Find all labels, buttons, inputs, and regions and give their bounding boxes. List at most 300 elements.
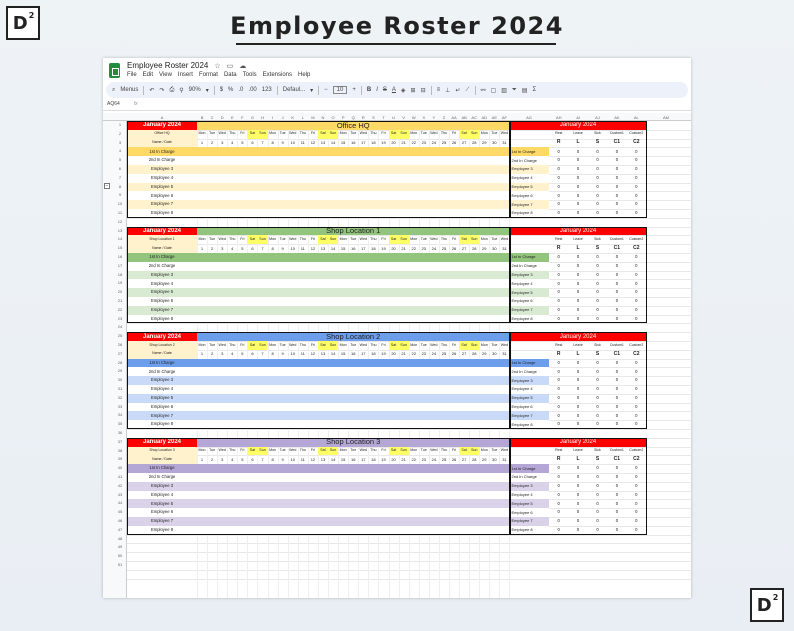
summary-count[interactable]: 0 (557, 166, 560, 172)
summary-count[interactable]: 0 (596, 289, 599, 295)
summary-count[interactable]: 0 (635, 518, 638, 524)
day-number-cell[interactable]: 3 (221, 351, 224, 357)
row-header[interactable]: 15 (117, 245, 123, 251)
merge-icon[interactable]: ⊟ (420, 87, 426, 94)
summary-count[interactable]: 0 (635, 175, 638, 181)
weekday-cell[interactable]: Tue (209, 342, 216, 347)
row-header[interactable]: 31 (117, 386, 123, 391)
summary-count[interactable]: 0 (615, 307, 619, 313)
row-header[interactable]: 5 (118, 157, 122, 163)
row-header[interactable]: 48 (117, 535, 123, 541)
day-number-cell[interactable]: 6 (251, 139, 254, 145)
paint-format-icon[interactable]: ⚲ (179, 87, 184, 94)
summary-count[interactable]: 0 (596, 298, 599, 304)
summary-staff-name[interactable]: Employee 3 (510, 271, 549, 280)
weekday-cell[interactable]: Sun (257, 341, 267, 350)
row-header[interactable]: 11 (117, 210, 123, 215)
staff-name[interactable]: Employee 3 (127, 376, 197, 385)
star-icon[interactable]: ☆ (214, 62, 221, 70)
column-header[interactable]: M (311, 115, 315, 120)
day-number-cell[interactable]: 4 (231, 351, 234, 357)
redo-icon[interactable]: ↷ (159, 87, 165, 94)
weekday-cell[interactable]: Thu (370, 131, 377, 136)
weekday-cell[interactable]: Tue (209, 131, 216, 136)
summary-count[interactable]: 0 (635, 421, 638, 427)
day-number-cell[interactable]: 21 (401, 351, 406, 357)
staff-name[interactable]: Employee 8 (127, 420, 197, 429)
day-number-cell[interactable]: 25 (441, 139, 447, 145)
staff-name[interactable]: 2nd In Charge (127, 367, 197, 376)
day-number-cell[interactable]: 26 (451, 456, 457, 462)
summary-month-header[interactable]: January 2024 (510, 227, 647, 236)
staff-name[interactable]: Employee 7 (127, 411, 197, 420)
row-header[interactable]: 41 (117, 474, 123, 479)
summary-count[interactable]: 0 (615, 280, 619, 286)
summary-count[interactable]: 0 (557, 289, 560, 295)
summary-code[interactable]: S (595, 245, 600, 252)
row-header[interactable]: 16 (117, 254, 123, 259)
column-header[interactable]: AK (614, 115, 620, 120)
weekday-cell[interactable]: Tue (350, 131, 357, 136)
weekday-cell[interactable]: Fri (451, 342, 457, 347)
summary-count[interactable]: 0 (557, 210, 560, 216)
staff-name[interactable]: Employee 4 (127, 174, 197, 183)
italic-icon[interactable]: I (376, 87, 378, 93)
fill-color-icon[interactable]: ◈ (400, 87, 406, 94)
day-number-cell[interactable]: 24 (431, 351, 437, 357)
summary-staff-name[interactable]: 2nd In Charge (510, 156, 549, 165)
staff-name[interactable]: Employee 3 (127, 271, 197, 280)
row-header[interactable]: 39 (117, 456, 123, 462)
weekday-cell[interactable]: Wed (359, 236, 367, 241)
summary-code[interactable]: C2 (633, 350, 640, 357)
column-header[interactable]: AD (481, 115, 488, 120)
weekday-cell[interactable]: Tue (350, 342, 357, 347)
row-header[interactable]: 43 (117, 491, 123, 497)
summary-count[interactable]: 0 (615, 491, 619, 497)
summary-count[interactable]: 0 (635, 210, 638, 216)
weekday-cell[interactable]: Tue (279, 448, 286, 453)
day-number-cell[interactable]: 15 (340, 351, 346, 357)
row-header[interactable]: 14 (117, 236, 123, 242)
summary-count[interactable]: 0 (615, 166, 619, 172)
weekday-cell[interactable]: Fri (381, 342, 386, 347)
weekday-cell[interactable]: Mon (339, 131, 347, 136)
summary-code[interactable]: R (556, 456, 561, 463)
column-header[interactable]: L (301, 115, 304, 120)
row-header[interactable]: 26 (117, 342, 123, 347)
weekday-cell[interactable]: Mon (339, 236, 347, 241)
summary-header[interactable]: Custom2 (629, 448, 644, 453)
staff-name[interactable]: 1st In Charge (127, 147, 197, 156)
day-number-cell[interactable]: 26 (451, 245, 457, 251)
summary-count[interactable]: 0 (635, 307, 638, 313)
summary-count[interactable]: 0 (557, 175, 560, 181)
row-header[interactable]: 50 (117, 553, 123, 559)
summary-header[interactable]: Sick (594, 237, 601, 242)
day-number-cell[interactable]: 27 (461, 245, 467, 251)
day-number-cell[interactable]: 9 (281, 139, 284, 145)
weekday-cell[interactable]: Tue (209, 236, 216, 241)
weekday-cell[interactable]: Tue (491, 131, 498, 136)
summary-staff-name[interactable]: Employee 6 (510, 297, 549, 306)
day-number-cell[interactable]: 31 (502, 245, 507, 251)
weekday-cell[interactable]: Sun (328, 130, 338, 139)
summary-staff-name[interactable]: Employee 6 (510, 508, 549, 517)
weekday-cell[interactable]: Wed (500, 448, 509, 453)
day-number-cell[interactable]: 29 (482, 139, 487, 145)
summary-count[interactable]: 0 (596, 465, 599, 471)
weekday-cell[interactable]: Fri (240, 342, 245, 347)
weekday-cell[interactable]: Wed (430, 448, 438, 453)
summary-month-header[interactable]: January 2024 (510, 332, 647, 341)
day-number-cell[interactable]: 17 (361, 245, 366, 251)
summary-count[interactable]: 0 (615, 148, 619, 154)
day-number-cell[interactable]: 2 (211, 139, 214, 145)
staff-name[interactable]: Employee 4 (127, 491, 197, 500)
day-number-cell[interactable]: 29 (482, 456, 487, 462)
summary-code[interactable]: S (595, 139, 600, 146)
staff-name[interactable]: Employee 6 (127, 297, 197, 306)
weekday-cell[interactable]: Mon (480, 236, 488, 241)
folder-icon[interactable]: ▭ (226, 62, 234, 70)
weekday-cell[interactable]: Thu (440, 448, 448, 453)
day-number-cell[interactable]: 21 (401, 456, 406, 462)
summary-count[interactable]: 0 (635, 491, 638, 497)
day-number-cell[interactable]: 7 (261, 245, 264, 251)
weekday-cell[interactable]: Sat (318, 235, 328, 244)
summary-count[interactable]: 0 (557, 412, 560, 418)
summary-staff-name[interactable]: 1st In Charge (510, 464, 549, 473)
row-header[interactable]: 27 (117, 350, 123, 356)
day-number-cell[interactable]: 20 (391, 245, 396, 251)
weekday-cell[interactable]: Fri (451, 448, 457, 453)
staff-name[interactable]: Employee 5 (127, 183, 197, 192)
summary-count[interactable]: 0 (576, 368, 580, 374)
summary-count[interactable]: 0 (596, 483, 599, 489)
day-number-cell[interactable]: 23 (421, 351, 427, 357)
day-number-cell[interactable]: 28 (471, 456, 477, 462)
cloud-icon[interactable]: ☁ (239, 62, 247, 70)
summary-staff-name[interactable]: Employee 7 (510, 517, 549, 526)
summary-count[interactable]: 0 (596, 500, 599, 506)
summary-code[interactable]: S (595, 350, 600, 357)
font-size-input[interactable]: 10 (333, 86, 348, 94)
summary-count[interactable]: 0 (596, 395, 599, 401)
day-number-cell[interactable]: 17 (361, 456, 366, 462)
day-number-cell[interactable]: 18 (371, 456, 376, 462)
row-header[interactable]: 2 (118, 130, 122, 136)
row-header[interactable]: 38 (117, 447, 123, 453)
weekday-cell[interactable]: Sat (318, 447, 328, 456)
summary-count[interactable]: 0 (576, 377, 580, 383)
font-size-increase-icon[interactable]: + (352, 87, 356, 93)
summary-count[interactable]: 0 (557, 271, 560, 277)
summary-header[interactable]: Custom1 (609, 131, 624, 136)
staff-name[interactable]: Employee 6 (127, 403, 197, 412)
summary-code[interactable]: R (556, 139, 561, 146)
summary-count[interactable]: 0 (615, 395, 619, 401)
column-header[interactable]: Z (442, 115, 446, 120)
weekday-cell[interactable]: Fri (310, 236, 316, 241)
day-number-cell[interactable]: 29 (482, 351, 487, 357)
day-number-cell[interactable]: 7 (261, 456, 264, 462)
sheet-cells[interactable] (103, 113, 691, 598)
borders-icon[interactable]: ⊞ (410, 87, 416, 94)
day-number-cell[interactable]: 4 (231, 456, 234, 462)
summary-code[interactable]: L (576, 456, 580, 463)
weekday-cell[interactable]: Sat (247, 447, 257, 456)
summary-staff-name[interactable]: Employee 8 (510, 209, 549, 218)
summary-count[interactable]: 0 (615, 254, 619, 260)
weekday-cell[interactable]: Sat (389, 235, 399, 244)
location-label[interactable]: Office HQ (127, 130, 197, 139)
day-number-cell[interactable]: 28 (471, 245, 477, 251)
weekday-cell[interactable]: Wed (430, 236, 438, 241)
weekday-cell[interactable]: Wed (500, 342, 509, 347)
summary-count[interactable]: 0 (635, 315, 638, 321)
summary-staff-name[interactable]: Employee 5 (510, 394, 549, 403)
weekday-cell[interactable]: Tue (350, 448, 357, 453)
summary-count[interactable]: 0 (596, 509, 599, 515)
day-number-cell[interactable]: 2 (211, 245, 214, 251)
summary-count[interactable]: 0 (615, 298, 619, 304)
summary-count[interactable]: 0 (557, 201, 560, 207)
day-number-cell[interactable]: 9 (281, 351, 284, 357)
row-header[interactable]: 44 (117, 500, 123, 506)
summary-count[interactable]: 0 (615, 474, 619, 480)
summary-count[interactable]: 0 (557, 509, 560, 515)
weekday-cell[interactable]: Sun (257, 447, 267, 456)
day-number-cell[interactable]: 21 (401, 245, 406, 251)
row-header[interactable]: 6 (118, 166, 122, 171)
summary-header[interactable]: Rest (555, 342, 563, 347)
weekday-cell[interactable]: Sat (389, 130, 399, 139)
summary-count[interactable]: 0 (576, 403, 580, 409)
row-header[interactable]: 21 (117, 298, 123, 303)
weekday-cell[interactable]: Wed (289, 342, 297, 347)
summary-count[interactable]: 0 (557, 395, 560, 401)
summary-count[interactable]: 0 (615, 157, 619, 163)
day-number-cell[interactable]: 2 (211, 351, 214, 357)
day-number-cell[interactable]: 12 (310, 456, 316, 462)
weekday-cell[interactable]: Mon (480, 342, 488, 347)
weekday-cell[interactable]: Fri (240, 236, 245, 241)
day-number-cell[interactable]: 13 (320, 456, 326, 462)
weekday-cell[interactable]: Sun (257, 235, 267, 244)
summary-count[interactable]: 0 (596, 201, 599, 207)
summary-count[interactable]: 0 (635, 386, 638, 392)
day-number-cell[interactable]: 13 (320, 245, 326, 251)
row-header[interactable]: 22 (117, 306, 123, 312)
day-number-cell[interactable]: 18 (371, 139, 376, 145)
day-number-cell[interactable]: 11 (300, 456, 305, 462)
row-header[interactable]: 45 (117, 509, 123, 515)
day-number-cell[interactable]: 18 (371, 245, 376, 251)
day-number-cell[interactable]: 30 (492, 139, 497, 145)
column-header[interactable]: AL (633, 115, 639, 120)
day-number-cell[interactable]: 20 (391, 139, 396, 145)
summary-count[interactable]: 0 (576, 280, 580, 286)
document-title[interactable]: Employee Roster 2024 (127, 61, 209, 70)
summary-count[interactable]: 0 (635, 403, 638, 409)
summary-count[interactable]: 0 (576, 474, 580, 480)
day-number-cell[interactable]: 27 (461, 139, 467, 145)
staff-name[interactable]: Employee 6 (127, 508, 197, 517)
summary-count[interactable]: 0 (596, 518, 599, 524)
row-header[interactable]: 17 (117, 262, 123, 268)
summary-header[interactable]: Leave (573, 131, 583, 136)
day-number-cell[interactable]: 23 (421, 139, 427, 145)
summary-code[interactable]: L (576, 245, 580, 252)
row-header[interactable]: 37 (117, 438, 123, 444)
staff-name[interactable]: Employee 4 (127, 385, 197, 394)
weekday-cell[interactable]: Tue (420, 131, 427, 136)
day-number-cell[interactable]: 8 (271, 139, 274, 145)
column-header[interactable]: AH (555, 115, 562, 120)
day-number-cell[interactable]: 2 (211, 456, 214, 462)
summary-count[interactable]: 0 (596, 386, 599, 392)
day-number-cell[interactable]: 15 (340, 245, 346, 251)
summary-count[interactable]: 0 (596, 412, 599, 418)
weekday-cell[interactable]: Fri (381, 131, 386, 136)
weekday-cell[interactable]: Fri (381, 448, 386, 453)
summary-count[interactable]: 0 (615, 192, 619, 198)
summary-code[interactable]: C1 (613, 245, 621, 252)
row-header[interactable]: 36 (117, 430, 123, 435)
summary-count[interactable]: 0 (557, 192, 560, 198)
wrap-icon[interactable]: ↵ (455, 87, 461, 94)
summary-header[interactable]: Custom2 (629, 237, 644, 242)
summary-count[interactable]: 0 (635, 192, 638, 198)
summary-count[interactable]: 0 (596, 421, 599, 427)
day-number-cell[interactable]: 1 (200, 351, 204, 357)
menu-extensions[interactable]: Extensions (262, 72, 293, 78)
staff-name[interactable]: Employee 3 (127, 482, 197, 491)
summary-count[interactable]: 0 (635, 368, 638, 374)
print-icon[interactable]: ⎙ (169, 86, 175, 93)
day-number-cell[interactable]: 26 (451, 351, 457, 357)
summary-count[interactable]: 0 (576, 359, 580, 365)
day-number-cell[interactable]: 22 (411, 456, 416, 462)
day-number-cell[interactable]: 31 (502, 139, 507, 145)
day-number-cell[interactable]: 14 (330, 351, 336, 357)
summary-count[interactable]: 0 (576, 183, 580, 189)
summary-count[interactable]: 0 (576, 518, 580, 524)
weekday-cell[interactable]: Wed (430, 131, 438, 136)
day-number-cell[interactable]: 23 (421, 245, 427, 251)
chevron-down-icon[interactable]: ▾ (310, 87, 314, 94)
summary-count[interactable]: 0 (576, 263, 580, 269)
summary-count[interactable]: 0 (596, 315, 599, 321)
weekday-cell[interactable]: Sun (328, 447, 338, 456)
summary-count[interactable]: 0 (635, 254, 638, 260)
summary-staff-name[interactable]: Employee 5 (510, 183, 549, 192)
menu-insert[interactable]: Insert (177, 72, 193, 78)
day-number-cell[interactable]: 17 (361, 139, 366, 145)
summary-count[interactable]: 0 (635, 183, 638, 189)
weekday-cell[interactable]: Sun (328, 235, 338, 244)
summary-count[interactable]: 0 (615, 183, 619, 189)
summary-count[interactable]: 0 (635, 166, 638, 172)
day-number-cell[interactable]: 16 (351, 456, 356, 462)
day-number-cell[interactable]: 9 (281, 245, 284, 251)
location-label[interactable]: Shop Location 2 (127, 341, 197, 350)
weekday-cell[interactable]: Wed (289, 131, 297, 136)
percent-button[interactable]: % (228, 87, 234, 93)
rotate-icon[interactable]: ⟋ (465, 86, 470, 93)
day-number-cell[interactable]: 12 (310, 139, 316, 145)
summary-count[interactable]: 0 (615, 368, 619, 374)
summary-count[interactable]: 0 (557, 148, 560, 154)
summary-code[interactable]: C1 (613, 139, 621, 146)
column-header[interactable]: A (160, 115, 164, 120)
summary-count[interactable]: 0 (557, 474, 560, 480)
day-number-cell[interactable]: 5 (241, 139, 244, 145)
staff-name[interactable]: Employee 8 (127, 209, 197, 218)
day-number-cell[interactable]: 3 (221, 456, 224, 462)
weekday-cell[interactable]: Wed (218, 448, 226, 453)
row-header[interactable]: 47 (117, 526, 123, 532)
summary-count[interactable]: 0 (635, 298, 638, 304)
staff-name[interactable]: Employee 3 (127, 165, 197, 174)
column-header[interactable]: J (281, 115, 284, 120)
increase-decimal-button[interactable]: .00 (248, 87, 257, 93)
day-number-cell[interactable]: 16 (351, 351, 356, 357)
location-header[interactable]: Office HQ (197, 121, 509, 130)
location-header[interactable]: Shop Location 1 (197, 227, 509, 236)
column-header[interactable]: Y (432, 115, 436, 120)
summary-staff-name[interactable]: 2nd In Charge (510, 473, 549, 482)
summary-count[interactable]: 0 (576, 509, 580, 515)
weekday-cell[interactable]: Mon (410, 342, 418, 347)
location-label[interactable]: Shop Location 3 (127, 447, 197, 456)
location-header[interactable]: Shop Location 3 (197, 438, 509, 447)
decrease-decimal-button[interactable]: .0 (238, 87, 244, 93)
column-header[interactable]: AE (491, 115, 498, 120)
weekday-cell[interactable]: Mon (269, 448, 277, 453)
font-select[interactable]: Defaul... (282, 87, 306, 93)
summary-code[interactable]: C2 (633, 139, 640, 146)
summary-code[interactable]: C2 (633, 245, 640, 252)
day-number-cell[interactable]: 15 (340, 456, 346, 462)
column-header[interactable]: P (341, 115, 345, 120)
summary-count[interactable]: 0 (576, 289, 580, 295)
day-number-cell[interactable]: 16 (351, 245, 356, 251)
column-header[interactable]: X (422, 115, 426, 120)
weekday-cell[interactable]: Sun (257, 130, 267, 139)
staff-name[interactable]: 1st In Charge (127, 359, 197, 368)
summary-count[interactable]: 0 (576, 527, 580, 533)
summary-count[interactable]: 0 (596, 183, 599, 189)
summary-count[interactable]: 0 (635, 395, 638, 401)
summary-count[interactable]: 0 (635, 483, 638, 489)
staff-name[interactable]: Employee 6 (127, 191, 197, 200)
day-number-cell[interactable]: 22 (411, 351, 416, 357)
summary-count[interactable]: 0 (576, 166, 580, 172)
staff-name[interactable]: Employee 7 (127, 200, 197, 209)
weekday-cell[interactable]: Wed (218, 236, 226, 241)
bold-icon[interactable]: B (366, 87, 372, 93)
day-number-cell[interactable]: 25 (441, 456, 447, 462)
day-number-cell[interactable]: 4 (231, 245, 234, 251)
summary-count[interactable]: 0 (576, 500, 580, 506)
currency-button[interactable]: $ (219, 87, 224, 93)
row-header[interactable]: 1 (118, 122, 122, 127)
summary-code[interactable]: S (595, 456, 600, 463)
row-header[interactable]: 7 (118, 174, 122, 180)
weekday-cell[interactable]: Sun (469, 130, 479, 139)
